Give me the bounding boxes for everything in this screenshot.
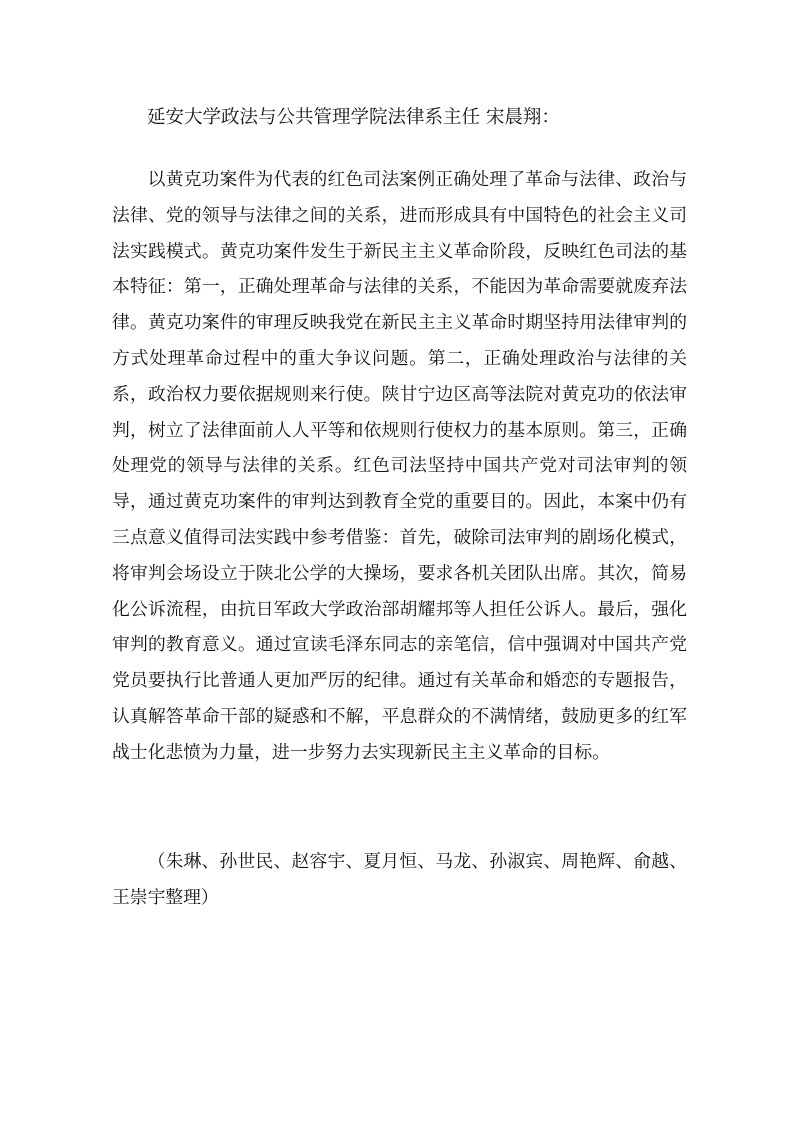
- speaker-line: 延安大学政法与公共管理学院法律系主任 宋晨翔：: [147, 107, 560, 128]
- body-paragraph: 以黄克功案件为代表的红色司法案例正确处理了革命与法律、政治与法律、党的领导与法律之间的关系，进而形成具有中国特色的社会主义司法实践模式。黄克功案件发生于新民主主义革命阶段，反映红色司法的基本特征：第一，正确处理革命与法律的关系，不能因为革命需要就废弃法律。黄克功案件的审理反映我党在新民主主义革命时期坚持用法律审判的方式处理革命过程中的重大争议问题。第二，正确处理政治与法律的关系，政治权力要依据规则来行使。陕甘宁边区高等法院对黄克功的依法审判，树立了法律面前人人平等和依规则行使权力的基本原则。第三，正确处理党的领导与法律的关系。红色司法坚持中国共产党对司法审判的领导，通过黄克功案件的审判达到教育全党的重要目的。因此，本案中仍有三点意义值得司法实践中参考借鉴：首先，破除司法审判的剧场化模式，将审判会场设立于陕北公学的大操场，要求各机关团队出席。其次，简易化公诉流程，由抗日军政大学政治部胡耀邦等人担任公诉人。最后，强化审判的教育意义。通过宣读毛泽东同志的亲笔信，信中强调对中国共产党党员要执行比普通人更加严厉的纪律。通过有关革命和婚恋的专题报告，认真解答革命干部的疑惑和不解，平息群众的不满情绪，鼓励更多的红军战士化悲愤为力量，进一步努力去实现新民主主义革命的目标。: [112, 169, 687, 763]
- credits-line: （朱琳、孙世民、赵容宇、夏月恒、马龙、孙淑宾、周艳辉、俞越、王崇宇整理）: [112, 851, 687, 908]
